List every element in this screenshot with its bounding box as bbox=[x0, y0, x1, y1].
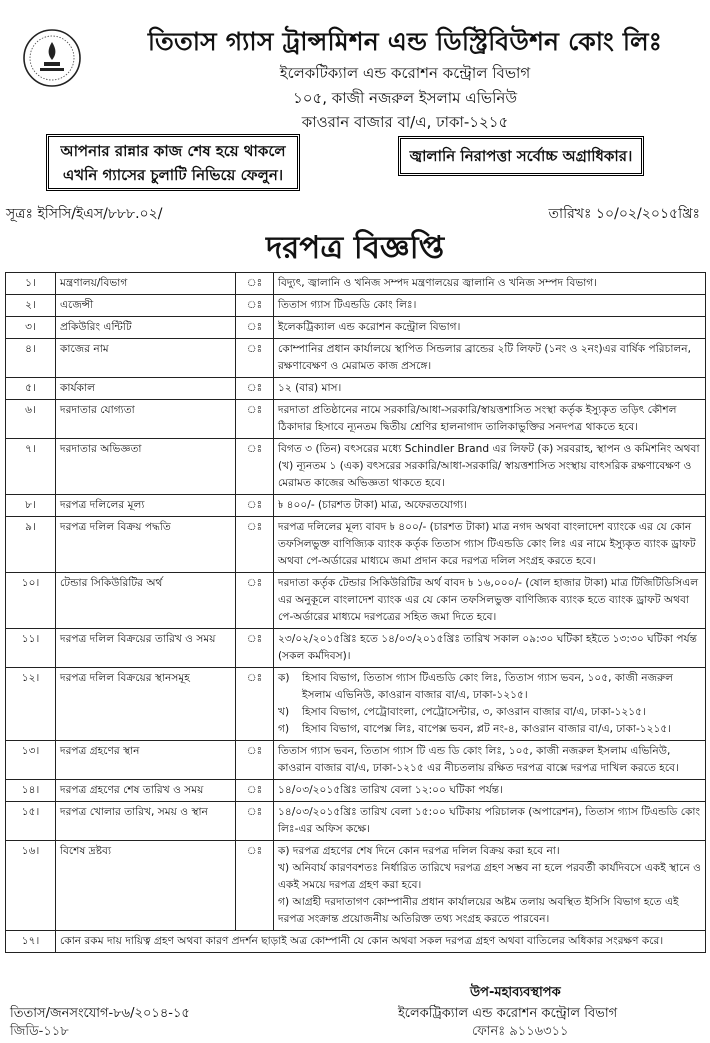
address-line-2: কাওরান বাজার বা/এ, ঢাকা-১২১৫ bbox=[301, 113, 509, 131]
row-number: ১৭। bbox=[6, 931, 56, 953]
address-line-1: ১০৫, কাজী নজরুল ইসলাম এভিনিউ bbox=[292, 89, 518, 107]
row-label: বিশেষ দ্রষ্টব্য bbox=[56, 841, 236, 931]
row-number: ১৬। bbox=[6, 841, 56, 931]
row-colon: ঃ bbox=[236, 517, 274, 573]
row-value: দরদাতা প্রতিষ্ঠানের নামে সরকারি/আধা-সরকারি/স্বায়ত্তশাসিত সংস্থা কর্তৃক ইস্যুকৃত তড়িৎ কৌশল ঠিকাদার হিসাবে ন্যূনতম দ্বিতীয় শ্রেণির হালনাগাদ তালিকাভুক্তির সনদপত্র থাকতে হবে। bbox=[274, 400, 706, 439]
row-colon: ঃ bbox=[236, 317, 274, 339]
table-row bbox=[6, 273, 706, 295]
row-label: দরপত্র দলিল বিক্রয় পদ্ধতি bbox=[56, 517, 236, 573]
location-marker: খ) bbox=[278, 706, 290, 718]
row-value: বিগত ৩ (তিন) বৎসরের মধ্যে Schindler Brand এর লিফট (ক) সরবরাহ, স্থাপন ও কমিশনিং অথবা (খ) ন্যূনতম ১ (এক) বৎসরের সরকারি/আধা-সরকারি/ স্বায়ত্তশাসিত সংস্থায় বাৎসরিক রক্ষণাবেক্ষণ ও মেরামত কাজের অভিজ্ঞতা থাকতে হবে। bbox=[274, 439, 706, 495]
row-number: ৩। bbox=[6, 317, 56, 339]
row-value: দরপত্র দলিলের মূল্য বাবদ ৳ ৪০০/- (চারশত টাকা) মাত্র নগদ অথবা বাংলাদেশ ব্যাংকে এর যে কোন তফসিলভুক্ত বাণিজ্যিক ব্যাংক কর্তৃক তিতাস গ্যাস টিএন্ডডি কোং লিঃ এর নামে ইস্যুকৃত ব্যাংক ড্রাফট অথবা পে-অর্ডারের মাধ্যমে জমা প্রদান করে দরপত্র দলিল সংগ্রহ করতে হবে। bbox=[274, 517, 706, 573]
location-text: হিসাব বিভাগ, তিতাস গ্যাস টিএন্ডডি কোং লিঃ, তিতাস গ্যাস ভবন, ১০৫, কাজী নজরুল ইসলাম এভিনিউ, কাওরান বাজার বা/এ, ঢাকা-১২১৫। bbox=[302, 672, 674, 701]
row-label: এজেন্সী bbox=[56, 295, 236, 317]
location-item bbox=[278, 670, 701, 704]
table-row bbox=[6, 668, 706, 741]
row-number: ৫। bbox=[6, 378, 56, 400]
row-number: ৪। bbox=[6, 339, 56, 378]
cooking-notice-line-1: আপনার রান্নার কাজ শেষ হয়ে থাকলে bbox=[60, 142, 286, 160]
pr-reference: তিতাস/জনসংযোগ-৮৬/২০১৪-১৫ bbox=[10, 1006, 190, 1021]
table-row bbox=[6, 931, 706, 953]
row-value: বিদ্যুৎ, জ্বালানি ও খনিজ সম্পদ মন্ত্রণালয়ের জ্বালানি ও খনিজ সম্পদ বিভাগ। bbox=[274, 273, 706, 295]
row-number: ১৪। bbox=[6, 780, 56, 802]
row-value: তিতাস গ্যাস ভবন, তিতাস গ্যাস টি এন্ড ডি কোং লিঃ, ১০৫, কাজী নজরুল ইসলাম এভিনিউ, কাওরান বাজার বা/এ, ঢাকা-১২১৫ এর নীচতলায় রক্ষিত দরপত্র বাক্সে দরপত্র দাখিল করতে হবে। bbox=[274, 741, 706, 780]
row-label: টেন্ডার সিকিউরিটির অর্থ bbox=[56, 573, 236, 629]
row-label: কার্যকাল bbox=[56, 378, 236, 400]
row-number: ১১। bbox=[6, 629, 56, 668]
row-colon: ঃ bbox=[236, 495, 274, 517]
table-row bbox=[6, 495, 706, 517]
row-value: তিতাস গ্যাস টিএন্ডডি কোং লিঃ। bbox=[274, 295, 706, 317]
row-full-text: কোন রকম দায় দায়িত্ব গ্রহণ অথবা কারণ প্রদর্শন ছাড়াই অত্র কোম্পানী যে কোন অথবা সকল দরপত্র গ্রহণ অথবা বাতিলের অধিকার সংরক্ষণ করে। bbox=[56, 931, 706, 953]
row-number: ১২। bbox=[6, 668, 56, 741]
row-number: ২। bbox=[6, 295, 56, 317]
table-row bbox=[6, 741, 706, 780]
row-colon: ঃ bbox=[236, 573, 274, 629]
safety-notice-box: জ্বালানি নিরাপত্তা সর্বোচ্চ অগ্রাধিকার। bbox=[398, 136, 644, 176]
table-row bbox=[6, 517, 706, 573]
row-label: দরদাতার যোগ্যতা bbox=[56, 400, 236, 439]
notice-date: তারিখঃ ১০/০২/২০১৫খ্রিঃ bbox=[548, 206, 700, 222]
row-value: ১৪/০৩/২০১৫খ্রিঃ তারিখ বেলা ১২:০০ ঘটিকা পর্যন্ত। bbox=[274, 780, 706, 802]
location-item bbox=[278, 721, 701, 738]
note-paragraph: গ) আগ্রহী দরদাতাগণ কোম্পানীর প্রধান কার্যালয়ের অষ্টম তলায় অবস্থিত ইসিসি বিভাগ হতে এই দরপত্র সংক্রান্ত প্রয়োজনীয় অতিরিক্ত তথ্য সংগ্রহ করতে পারবেন। bbox=[278, 896, 679, 925]
cooking-notice-box bbox=[46, 134, 300, 191]
row-colon: ঃ bbox=[236, 741, 274, 780]
location-text: হিসাব বিভাগ, বাপেক্স লিঃ, বাপেক্স ভবন, প্লট নং-৪, কাওরান বাজার বা/এ, ঢাকা-১২১৫। bbox=[302, 723, 672, 735]
row-colon: ঃ bbox=[236, 339, 274, 378]
row-number: ১০। bbox=[6, 573, 56, 629]
table-row bbox=[6, 439, 706, 495]
row-value: ১২ (বার) মাস। bbox=[274, 378, 706, 400]
phone-number: ফোনঃ ৯১১৬৩১১ bbox=[472, 1024, 569, 1039]
tender-table bbox=[5, 272, 706, 953]
row-value: ২৩/০২/২০১৫খ্রিঃ হতে ১৪/০৩/২০১৫খ্রিঃ তারিখ সকাল ০৯:৩০ ঘটিকা হইতে ১৩:৩০ ঘটিকা পর্যন্ত (সকল কর্মদিবস)। bbox=[274, 629, 706, 668]
row-value: দরদাতা কর্তৃক টেন্ডার সিকিউরিটির অর্থ বাবদ ৳ ১৬,০০০/- (ষোল হাজার টাকা) মাত্র টিজিটিডিসিএল এর অনুকূলে বাংলাদেশ ব্যাংক এর যে কোন তফসিলভুক্ত বাণিজ্যিক ব্যাংক হতে ব্যাংক ড্রাফট অথবা পে-অর্ডারের মাধ্যমে দরপত্রের সহিত জমা দিতে হবে। bbox=[274, 573, 706, 629]
table-row bbox=[6, 295, 706, 317]
row-value bbox=[274, 668, 706, 741]
reference-number: সূত্রঃ ইসিসি/ইএস/৮৮৮.০২/ bbox=[6, 206, 163, 222]
row-colon: ঃ bbox=[236, 841, 274, 931]
row-value: ১৪/০৩/২০১৫খ্রিঃ তারিখ বেলা ১৫:০০ ঘটিকায় পরিচালক (অপারেশন), তিতাস গ্যাস টিএন্ডডি কোং লিঃ-এর অফিস কক্ষে। bbox=[274, 802, 706, 841]
row-colon: ঃ bbox=[236, 802, 274, 841]
row-colon: ঃ bbox=[236, 439, 274, 495]
row-label: দরপত্র দলিল বিক্রয়ের স্থানসমূহ bbox=[56, 668, 236, 741]
row-value: ৳ ৪০০/- (চারশত টাকা) মাত্র, অফেরতযোগ্য। bbox=[274, 495, 706, 517]
row-colon: ঃ bbox=[236, 400, 274, 439]
table-row bbox=[6, 802, 706, 841]
row-label: দরপত্র গ্রহণের স্থান bbox=[56, 741, 236, 780]
row-number: ৮। bbox=[6, 495, 56, 517]
row-value: ইলেকট্রিক্যাল এন্ড করোশন কন্ট্রোল বিভাগ। bbox=[274, 317, 706, 339]
signatory-department: ইলেকট্রিক্যাল এন্ড করোশন কন্ট্রোল বিভাগ bbox=[398, 1006, 618, 1021]
table-row bbox=[6, 573, 706, 629]
page-title: দরপত্র বিজ্ঞপ্তি bbox=[265, 230, 445, 266]
row-value: কোম্পানির প্রধান কার্যালয়ে স্থাপিত সিন্ডলার ব্রান্ডের ২টি লিফট (১নং ও ২নং)এর বার্ষিক পরিচালন, রক্ষণাবেক্ষণ ও মেরামত কাজ প্রসঙ্গে। bbox=[274, 339, 706, 378]
signatory-designation: উপ-মহাব্যবস্থাপক bbox=[470, 985, 561, 1000]
row-label: মন্ত্রণালয়/বিভাগ bbox=[56, 273, 236, 295]
cooking-notice-line-2: এখনি গ্যাসের চুলাটি নিভিয়ে ফেলুন। bbox=[62, 166, 284, 184]
row-colon: ঃ bbox=[236, 378, 274, 400]
row-label: প্রকিউরিং এন্টিটি bbox=[56, 317, 236, 339]
row-label: দরপত্র খোলার তারিখ, সময় ও স্থান bbox=[56, 802, 236, 841]
table-row bbox=[6, 629, 706, 668]
table-row bbox=[6, 841, 706, 931]
row-number: ১। bbox=[6, 273, 56, 295]
row-label: দরদাতার অভিজ্ঞতা bbox=[56, 439, 236, 495]
location-text: হিসাব বিভাগ, পেট্রোবাংলা, পেট্রোসেন্টার, ৩, কাওরান বাজার বা/এ, ঢাকা-১২১৫। bbox=[302, 706, 646, 718]
row-value bbox=[274, 841, 706, 931]
table-row bbox=[6, 317, 706, 339]
row-label: কাজের নাম bbox=[56, 339, 236, 378]
gd-number: জিডি-১১৮ bbox=[10, 1024, 69, 1039]
row-colon: ঃ bbox=[236, 629, 274, 668]
location-marker: গ) bbox=[278, 723, 290, 735]
row-number: ১৫। bbox=[6, 802, 56, 841]
row-colon: ঃ bbox=[236, 273, 274, 295]
row-number: ৯। bbox=[6, 517, 56, 573]
row-label: দরপত্র দলিল বিক্রয়ের তারিখ ও সময় bbox=[56, 629, 236, 668]
table-row bbox=[6, 780, 706, 802]
location-item bbox=[278, 704, 701, 721]
tender-table-body bbox=[6, 273, 706, 953]
row-colon: ঃ bbox=[236, 295, 274, 317]
company-logo bbox=[22, 28, 82, 88]
table-row bbox=[6, 400, 706, 439]
location-marker: ক) bbox=[278, 672, 290, 684]
table-row bbox=[6, 339, 706, 378]
row-number: ৬। bbox=[6, 400, 56, 439]
note-paragraph: খ) অনিবার্য কারণবশতঃ নির্ধারিত তারিখে দরপত্র গ্রহণ সম্ভব না হলে পরবর্তী কার্যদিবসে একই স্থানে ও একই সময়ে দরপত্র গ্রহণ করা হবে। bbox=[278, 862, 701, 891]
org-name: তিতাস গ্যাস ট্রান্সমিশন এন্ড ডিস্ট্রিবিউশন কোং লিঃ bbox=[147, 27, 663, 56]
row-colon: ঃ bbox=[236, 668, 274, 741]
row-label: দরপত্র দলিলের মূল্য bbox=[56, 495, 236, 517]
row-number: ১৩। bbox=[6, 741, 56, 780]
table-row bbox=[6, 378, 706, 400]
row-number: ৭। bbox=[6, 439, 56, 495]
row-colon: ঃ bbox=[236, 780, 274, 802]
note-paragraph: ক) দরপত্র গ্রহণের শেষ দিনে কোন দরপত্র দলিল বিক্রয় করা হবে না। bbox=[278, 845, 560, 857]
row-label: দরপত্র গ্রহণের শেষ তারিখ ও সময় bbox=[56, 780, 236, 802]
division-name: ইলেকটিক্যাল এন্ড করোশন কন্ট্রোল বিভাগ bbox=[279, 64, 531, 82]
